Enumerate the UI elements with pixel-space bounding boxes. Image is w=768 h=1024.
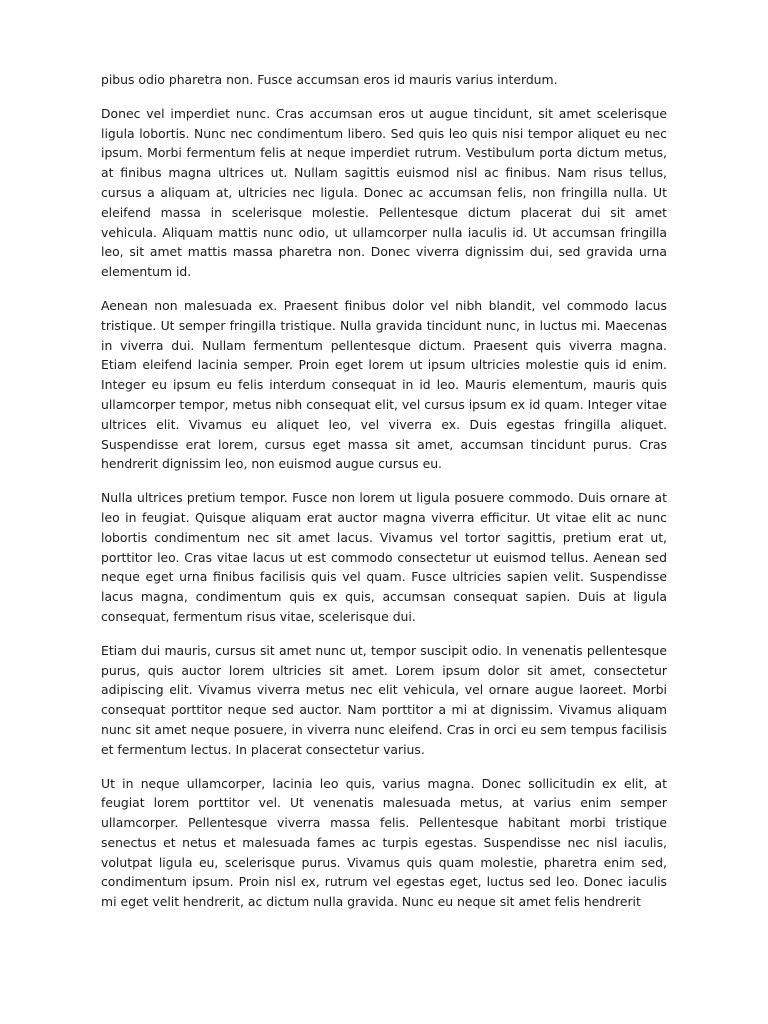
paragraph-3: Aenean non malesuada ex. Praesent finibus dolor vel nibh blandit, vel commodo lacus tristique. Ut semper fringilla tristique. Nulla gravida tincidunt nunc, in luctus mi. Maecenas in viverra dui. Nullam fermentum pellentesque dictum. Praesent quis viverra magna. Etiam eleifend lacinia semper. Proin eget lorem ut ipsum ultricies molestie quis id enim. Integer eu ipsum eu felis interdum consequat in id leo. Mauris elementum, mauris quis ullamcorper tempor, metus nibh consequat elit, vel cursus ipsum ex id quam. Integer vitae ultrices elit. Vivamus eu aliquet leo, vel viverra ex. Duis egestas fringilla aliquet. Suspendisse erat lorem, cursus eget massa sit amet, accumsan tincidunt purus. Cras hendrerit dignissim leo, non euismod augue cursus eu. bbox=[101, 297, 667, 472]
paragraph-2: Donec vel imperdiet nunc. Cras accumsan eros ut augue tincidunt, sit amet scelerisque ligula lobortis. Nunc nec condimentum libero. Sed quis leo quis nisi tempor aliquet eu nec ipsum. Morbi fermentum felis at neque imperdiet rutrum. Vestibulum porta dictum metus, at finibus magna ultrices ut. Nullam sagittis euismod nisl ac finibus. Nam risus tellus, cursus a aliquam at, ultricies nec ligula. Donec ac accumsan felis, non fringilla nulla. Ut eleifend massa in scelerisque molestie. Pellentesque dictum placerat dui sit amet vehicula. Aliquam mattis nunc odio, ut ullamcorper nulla iaculis id. Ut accumsan fringilla leo, sit amet mattis massa pharetra non. Donec viverra dignissim dui, sed gravida urna elementum id. bbox=[101, 105, 667, 280]
paragraph-5: Etiam dui mauris, cursus sit amet nunc ut, tempor suscipit odio. In venenatis pellentesque purus, quis auctor lorem ultricies sit amet. Lorem ipsum dolor sit amet, consectetur adipiscing elit. Vivamus viverra metus nec elit vehicula, vel ornare augue laoreet. Morbi consequat porttitor neque sed auctor. Nam porttitor a mi at dignissim. Vivamus aliquam nunc sit amet neque posuere, in viverra nunc eleifend. Cras in orci eu sem tempus facilisis et fermentum lectus. In placerat consectetur varius. bbox=[101, 642, 667, 757]
paragraph-4: Nulla ultrices pretium tempor. Fusce non lorem ut ligula posuere commodo. Duis ornare at leo in feugiat. Quisque aliquam erat auctor magna viverra efficitur. Ut vitae elit ac nunc lobortis condimentum nec sit amet lacus. Vivamus vel tortor sagittis, pretium erat ut, porttitor leo. Cras vitae lacus ut est commodo consectetur ut euismod tellus. Aenean sed neque eget urna finibus facilisis quis vel quam. Fusce ultricies sapien velit. Suspendisse lacus magna, condimentum quis ex quis, accumsan consequat sapien. Duis at ligula consequat, fermentum risus vitae, scelerisque dui. bbox=[101, 490, 667, 624]
paragraph-1: pibus odio pharetra non. Fusce accumsan eros id mauris varius interdum. bbox=[101, 72, 558, 87]
paragraph-6: Ut in neque ullamcorper, lacinia leo quis, varius magna. Donec sollicitudin ex elit, at feugiat lorem porttitor vel. Ut venenatis malesuada metus, at varius enim semper ullamcorper. Pellentesque viverra massa felis. Pellentesque habitant morbi tristique senectus et netus et malesuada fames ac turpis egestas. Suspendisse nec nisl iaculis, volutpat ligula eu, scelerisque purus. Vivamus quis quam molestie, pharetra enim sed, condimentum ipsum. Proin nisl ex, rutrum vel egestas eget, luctus sed leo. Donec iaculis mi eget velit hendrerit, ac dictum nulla gravida. Nunc eu neque sit amet felis hendrerit bbox=[101, 775, 667, 910]
document-page bbox=[101, 70, 667, 926]
